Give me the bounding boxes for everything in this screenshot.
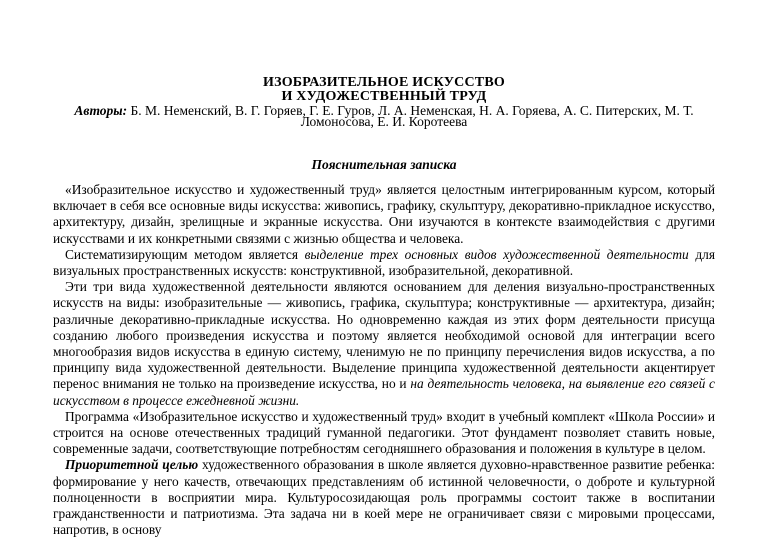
paragraph-3-text: Эти три вида художественной деятельности являются основанием для деления визуально-пространственных искусств на виды: изобразительные — живопись, графика, скульптура; конструктивные — архитектура, дизайн; различные декоративно-прикладные искусства. Но одновременно каждая из этих форм деятельности присуща созданию любого произведения искусства и поэтому является необходимой основой для интеграции всего многообразия видов искусства в единую систему, членимую не по принципу перечисления видов искусства, а по принципу вида художественной деятельности. Выделение принципа художественной деятельности акцентирует перенос внимания не только на произведение искусства, но и xyxy=(53,279,715,392)
paragraph-1: «Изобразительное искусство и художественный труд» является целостным интегрированным курсом, который включает в себя все основные виды искусства: живопись, графику, скульптуру, декоративно-прикладное искусство, архитектуру, дизайн, зрелищные и экранные искусства. Они изучаются в контексте взаимодействия с другими искусствами и их конкретными связями с жизнью общества и человека. xyxy=(53,182,715,246)
paragraph-4: Программа «Изобразительное искусство и художественный труд» входит в учебный комплект «Школа России» и строится на основе отечественных традиций гуманной педагогики. Этот фундамент позволяет ставить новые, современные задачи, соответствующие потребностям сегодняшнего образования и положения в культуре в целом. xyxy=(53,408,715,457)
paragraph-2-text-b: для визуальных пространственных искусств: конструктивной, изобразительной, декоративной. xyxy=(53,246,715,279)
title-line-1: ИЗОБРАЗИТЕЛЬНОЕ ИСКУССТВО xyxy=(263,75,505,90)
paragraph-5-text: художественного образования в школе является духовно-нравственное развитие ребенка: формирование у него качеств, отвечающих представлениям об истинной человечности, о доброте и культурной полноценности в восприятии мира. Культуросозидающая роль программы состоит также в воспитании гражданственности и патриотизма. Эта задача ни в коей мере не ограничивает связи с мировыми процессами, напротив, в основу xyxy=(53,457,715,538)
section-heading: Пояснительная записка xyxy=(311,157,457,172)
authors-names: Б. М. Неменский, В. Г. Горяев, Г. Е. Гуров, Л. А. Неменская, Н. А. Горяева, А. С. Питерских, М. Т. Ломоносова, Е. И. Коротеева xyxy=(127,103,694,129)
authors-line xyxy=(53,105,715,127)
paragraph-5-lead: Приоритетной целью xyxy=(65,457,199,473)
paragraph-2-text-a: Систематизирующим методом является xyxy=(65,246,305,262)
document-title xyxy=(53,76,715,104)
body-text xyxy=(53,182,715,538)
paragraph-3-emphasis: на деятельность человека, на выявление его связей с искусством в процессе ежедневной жизни. xyxy=(53,376,715,408)
paragraph-3 xyxy=(53,279,715,409)
paragraph-5 xyxy=(53,457,715,538)
paragraph-2 xyxy=(53,247,715,279)
paragraph-2-emphasis: выделение трех основных видов художественной деятельности xyxy=(304,246,689,262)
authors-label: Авторы: xyxy=(74,103,128,118)
title-line-2: И ХУДОЖЕСТВЕННЫЙ ТРУД xyxy=(281,89,487,104)
